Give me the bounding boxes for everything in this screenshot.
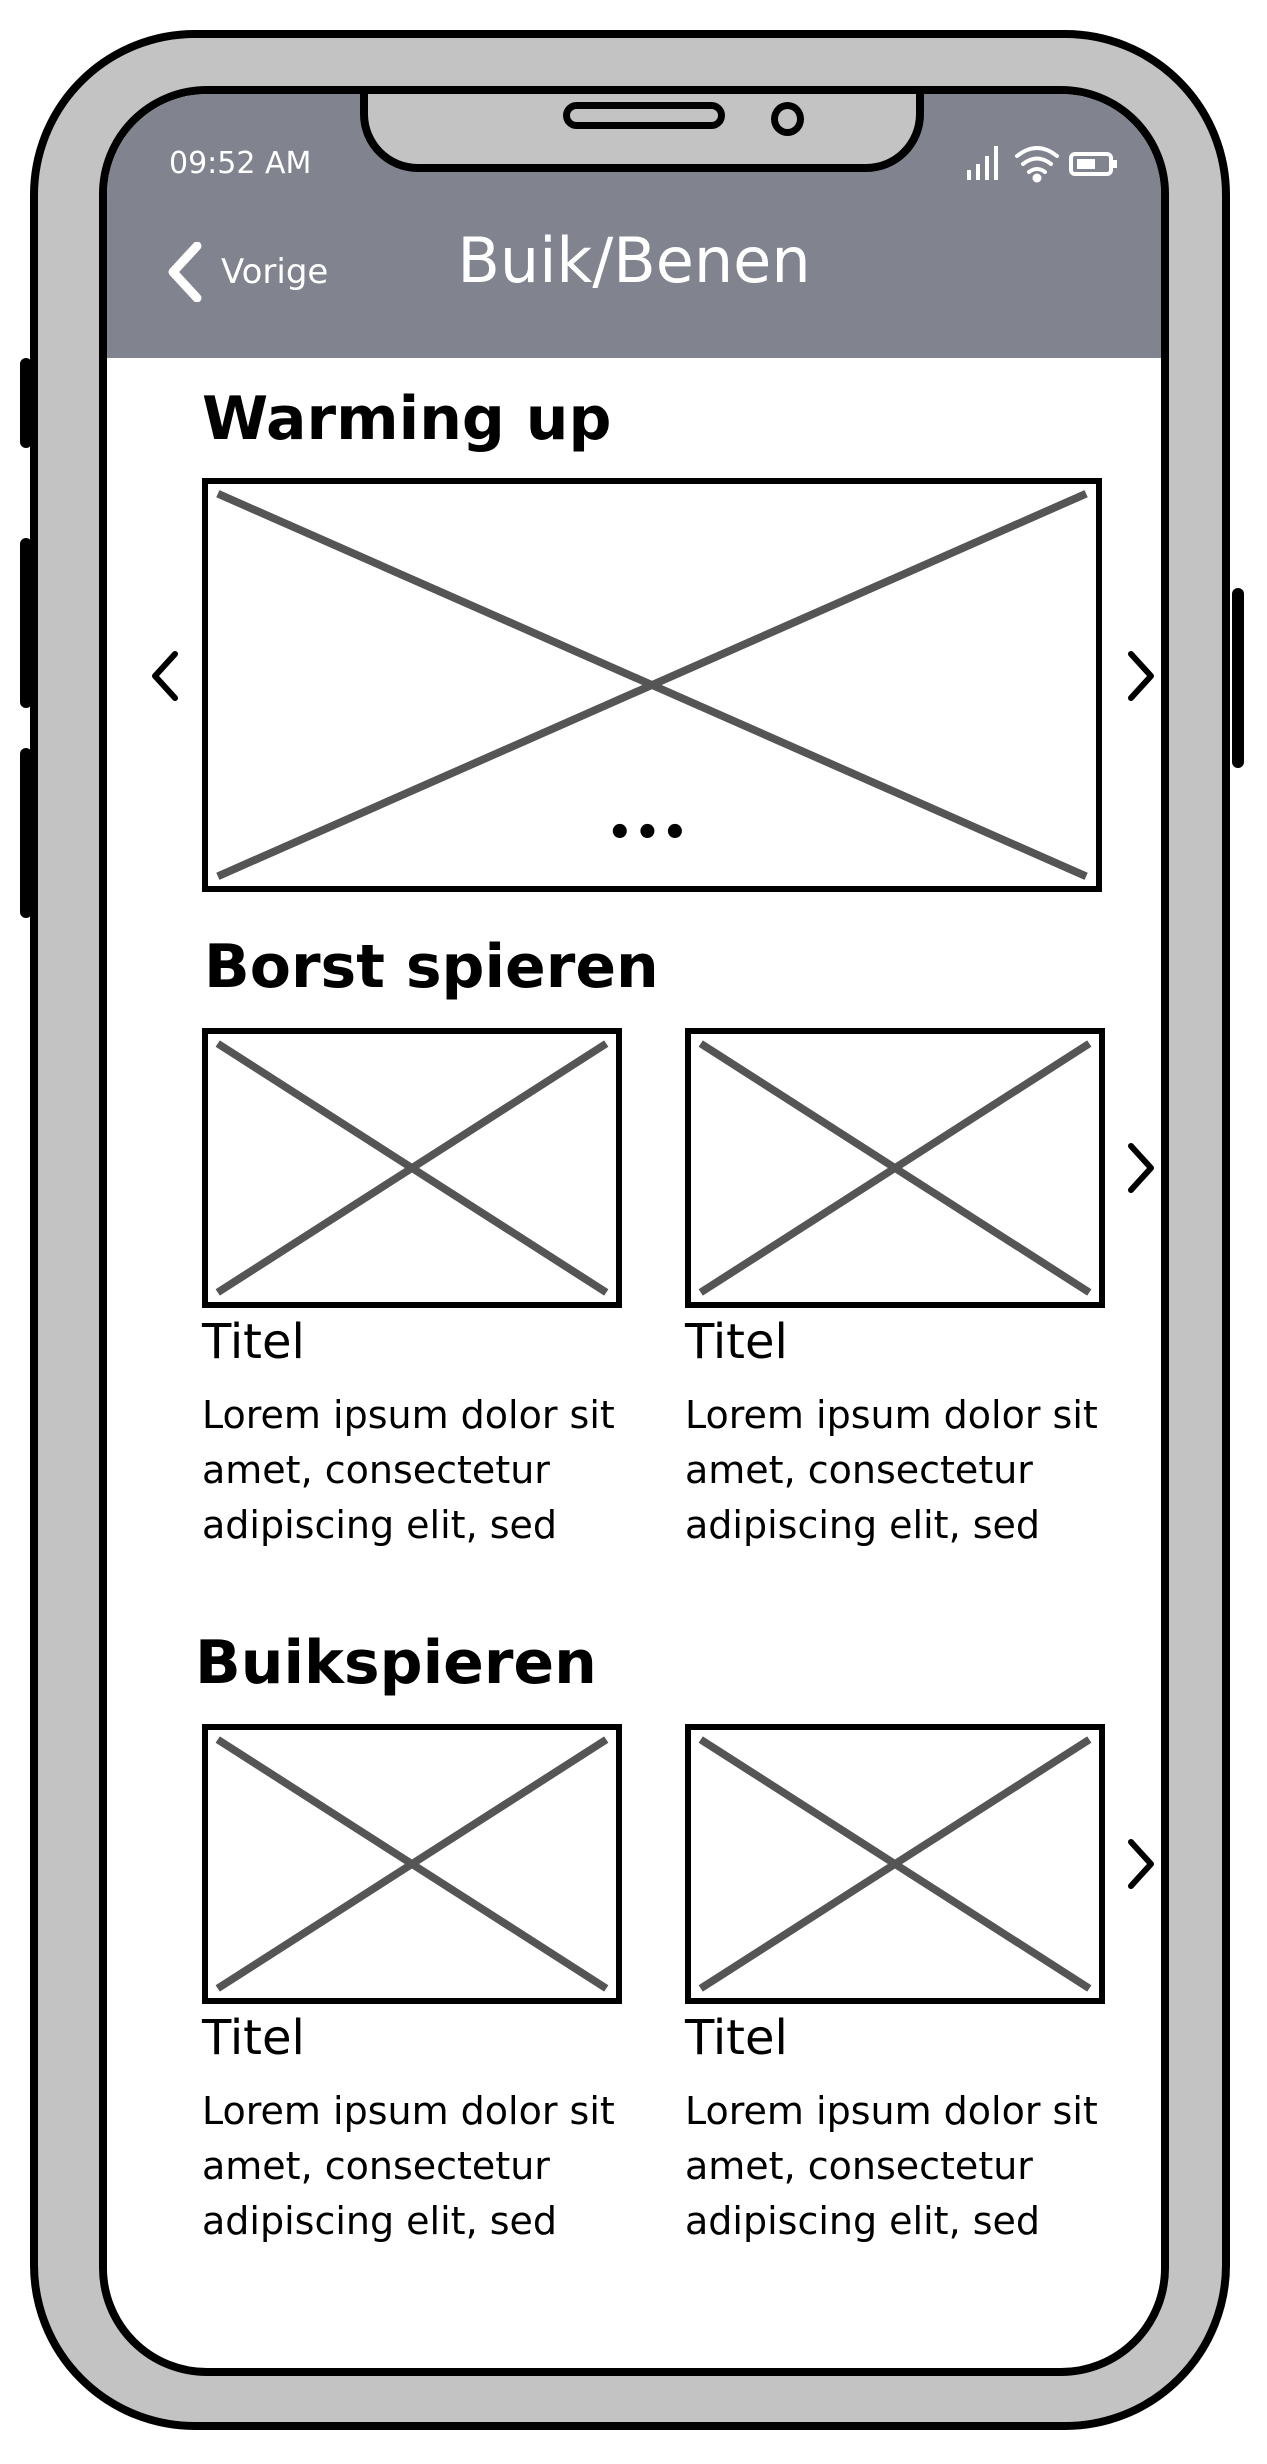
abs-next-arrow[interactable]	[1123, 1836, 1159, 1892]
power-button	[1232, 588, 1244, 768]
abs-card-2-image[interactable]	[685, 1724, 1105, 2004]
abs-card-2-desc: Lorem ipsum dolor sit amet, consectetur adipiscing elit, sed	[685, 2089, 1098, 2243]
abs-card-1-title: Titel	[202, 2010, 305, 2066]
front-camera	[771, 102, 804, 136]
chest-card-1-image[interactable]	[202, 1028, 622, 1308]
speaker-grille	[563, 102, 725, 129]
status-time: 09:52 AM	[169, 146, 312, 181]
chest-card-1-title: Titel	[202, 1314, 305, 1370]
warmup-prev-arrow[interactable]	[147, 648, 183, 704]
abs-heading: Buikspieren	[195, 1628, 597, 1698]
app-header	[107, 94, 1161, 358]
wifi-icon	[1017, 148, 1057, 181]
chest-card-2-title: Titel	[685, 1314, 788, 1370]
warmup-heading: Warming up	[202, 384, 612, 454]
back-label: Vorige	[221, 252, 329, 292]
volume-down-button	[20, 748, 32, 918]
image-placeholder-icon	[691, 1034, 1099, 1302]
volume-up-button	[20, 538, 32, 708]
page-title: Buik/Benen	[457, 224, 811, 297]
image-placeholder-icon	[691, 1730, 1099, 1998]
chest-card-2-image[interactable]	[685, 1028, 1105, 1308]
image-placeholder-icon	[208, 1034, 616, 1302]
abs-card-1-image[interactable]	[202, 1724, 622, 2004]
phone-screen	[99, 86, 1169, 2376]
chest-next-arrow[interactable]	[1123, 1140, 1159, 1196]
chest-heading: Borst spieren	[204, 932, 659, 1002]
silent-switch	[20, 358, 32, 448]
chest-card-1-desc: Lorem ipsum dolor sit amet, consectetur adipiscing elit, sed	[202, 1393, 615, 1547]
battery-icon	[1071, 154, 1115, 174]
abs-card-2-title: Titel	[685, 2010, 788, 2066]
abs-card-1-desc: Lorem ipsum dolor sit amet, consectetur adipiscing elit, sed	[202, 2089, 615, 2243]
image-placeholder-icon	[208, 1730, 616, 1998]
status-icons	[965, 140, 1125, 184]
carousel-dots[interactable]: •••	[607, 810, 690, 856]
chest-card-2-desc: Lorem ipsum dolor sit amet, consectetur adipiscing elit, sed	[685, 1393, 1098, 1547]
signal-icon	[969, 146, 996, 180]
notch	[360, 86, 924, 172]
warmup-next-arrow[interactable]	[1123, 648, 1159, 704]
